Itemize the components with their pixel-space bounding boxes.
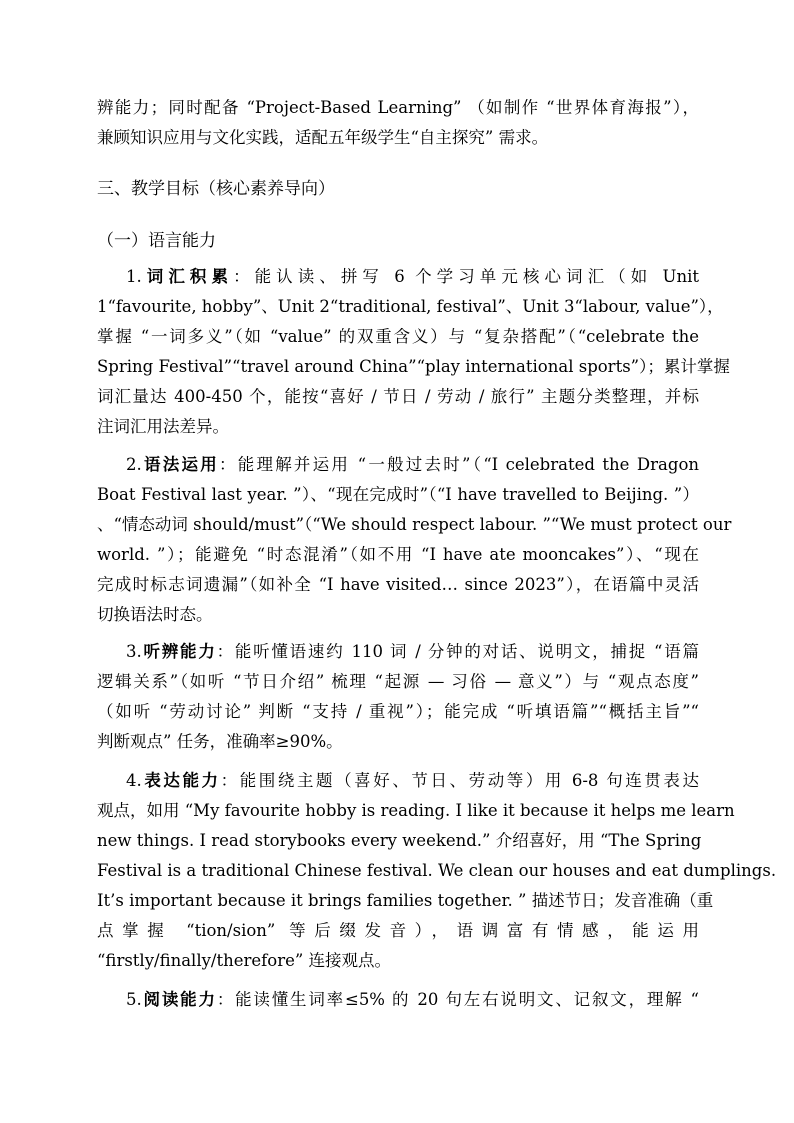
intro-line-2: 兼顾知识应用与文化实践，适配五年级学生“自主探究” 需求。 <box>97 128 549 147</box>
subsection-heading: （一）语言能力 <box>97 231 216 251</box>
item-3-line-4: 判断观点” 任务，准确率≥90%。 <box>97 732 343 751</box>
item-4-line-2: 观点，如用 “My favourite hobby is reading. I like it because it helps me learn <box>97 801 735 820</box>
item-2-line-6: 切换语法时态。 <box>97 605 213 624</box>
item-4-line-3: new things. I read storybooks every weekend.” 介绍喜好，用 “The Spring <box>97 831 702 850</box>
item-1-line-3: 掌握 “一词多义”（如 “value” 的双重含义）与 “复杂搭配”（“celebrate the <box>97 327 699 346</box>
item-3-line-2: 逻辑关系”（如听 “节日介绍” 梳理 “起源 — 习俗 — 意义”）与 “观点态度” <box>97 672 699 691</box>
item-1-text: ：能认读、拼写 6 个学习单元核心词汇（如 Unit <box>233 267 699 286</box>
item-3-line-3: （如听 “劳动讨论” 判断 “支持 / 重视”）；能完成 “听填语篇”“概括主旨”“ <box>97 702 699 721</box>
item-4-line-5: It’s important because it brings families together. ” 描述节日；发音准确（重 <box>97 891 714 910</box>
item-4-title: 表达能力 <box>141 771 221 790</box>
item-4-line-4: Festival is a traditional Chinese festival. We clean our houses and eat dumplings. <box>97 861 777 880</box>
item-1-line-4: Spring Festival”“travel around China”“play international sports”）；累计掌握 <box>97 357 730 376</box>
item-1-line-6: 注词汇用法差异。 <box>97 417 229 436</box>
item-2-number: 2. <box>126 455 142 474</box>
item-1-line-5: 词汇量达 400-450 个，能按“喜好 / 节日 / 劳动 / 旅行” 主题分类整理，并标 <box>97 387 699 406</box>
item-5-text: ：能读懂生词率≤5% 的 20 句左右说明文、记叙文，理解 “ <box>216 990 699 1009</box>
item-2-line-5: 完成时标志词遗漏”（如补全 “I have visited… since 2023”），在语篇中灵活 <box>97 575 699 594</box>
item-4-line-1 <box>126 770 699 792</box>
item-1-line-2: 1“favourite, hobby”、Unit 2“traditional, festival”、Unit 3“labour, value”）， <box>97 297 724 316</box>
item-4-number: 4. <box>126 771 142 790</box>
item-5-title: 阅读能力 <box>141 990 217 1009</box>
item-1-number: 1. <box>126 267 142 286</box>
item-2-line-2: Boat Festival last year. ”）、“现在完成时”（“I have travelled to Beijing. ”） <box>97 485 699 504</box>
item-5-number: 5. <box>126 990 142 1009</box>
item-3-title: 听辨能力 <box>141 642 217 661</box>
intro-line-1: 辨能力；同时配备 “Project-Based Learning” （如制作 “世界体育海报”）， <box>97 98 699 117</box>
item-2-line-1 <box>126 454 699 476</box>
item-1-line-1 <box>126 266 699 288</box>
item-2-title: 语法运用 <box>141 455 219 474</box>
item-3-line-1 <box>126 641 699 663</box>
item-4-text: ：能围绕主题（喜好、节日、劳动等）用 6-8 句连贯表达 <box>220 771 700 790</box>
item-5-line-1 <box>126 989 699 1011</box>
section-heading: 三、教学目标（核心素养导向） <box>97 179 335 199</box>
item-4-line-6: 点掌握 “tion/sion” 等后缀发音），语调富有情感，能运用 <box>97 921 699 940</box>
item-2-line-3: 、“情态动词 should/must”（“We should respect labour. ”“We must protect our <box>97 515 732 534</box>
item-1-title: 词汇积累 <box>141 267 234 286</box>
item-2-line-4: world. ”）；能避免 “时态混淆”（如不用 “I have ate mooncakes”）、“现在 <box>97 545 699 564</box>
item-2-text: ：能理解并运用 “一般过去时”（“I celebrated the Dragon <box>218 455 700 474</box>
item-3-number: 3. <box>126 642 142 661</box>
item-4-line-7: “firstly/finally/therefore” 连接观点。 <box>97 951 392 970</box>
item-3-text: ：能听懂语速约 110 词 / 分钟的对话、说明文，捕捉 “语篇 <box>216 642 700 661</box>
